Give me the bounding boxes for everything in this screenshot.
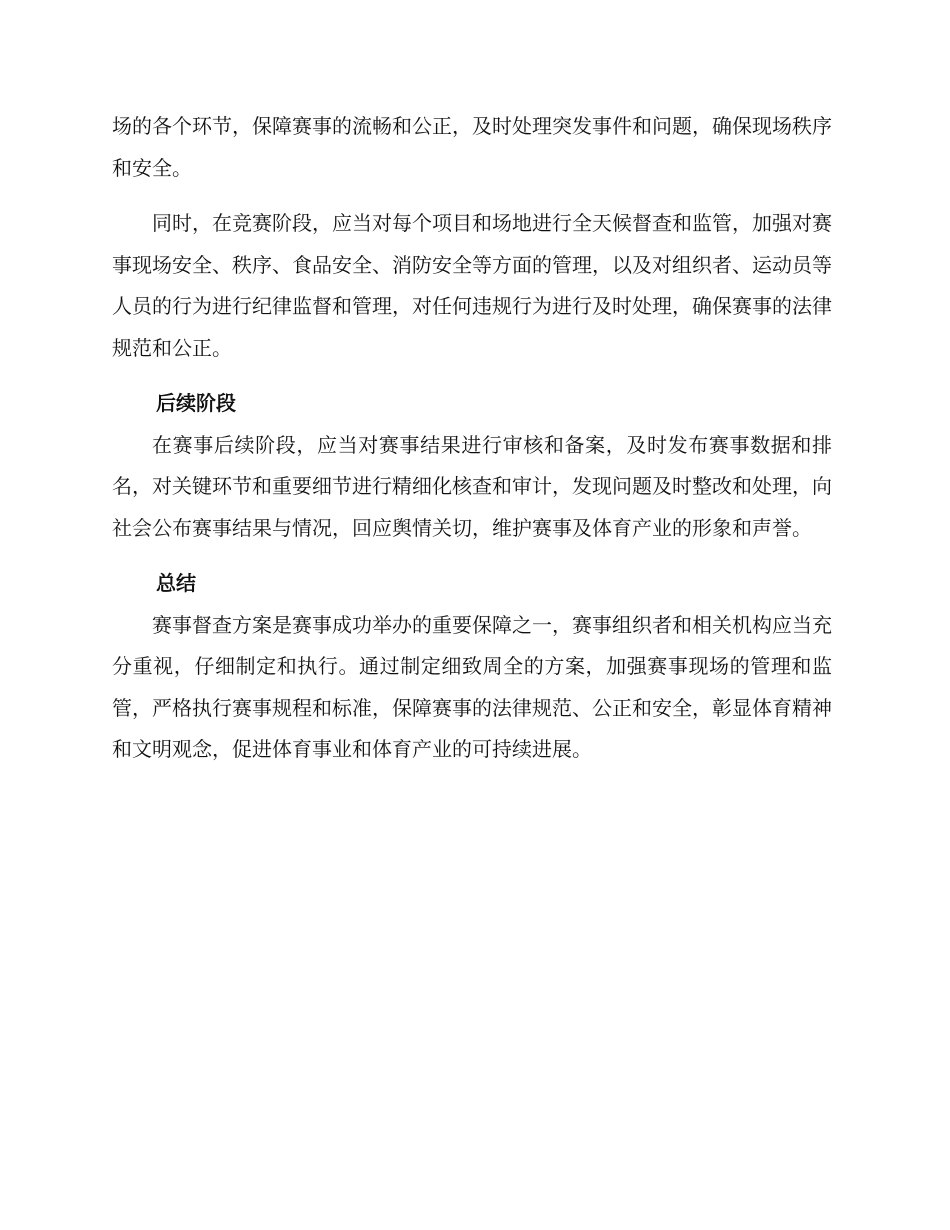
paragraph-continued: 场的各个环节，保障赛事的流畅和公正，及时处理突发事件和问题，确保现场秩序和安全。 (112, 114, 832, 180)
paragraph-summary: 赛事督查方案是赛事成功举办的重要保障之一，赛事组织者和相关机构应当充分重视，仔细制定和执行。通过制定细致周全的方案，加强赛事现场的管理和监管，严格执行赛事规程和标准，保障赛事的法律规范、公正和安全，彰显体育精神和文明观念，促进体育事业和体育产业的可持续进展。 (112, 612, 832, 761)
document-page (112, 106, 832, 771)
heading-summary: 总结 (156, 571, 196, 595)
heading-followup-stage: 后续阶段 (156, 391, 236, 415)
paragraph-competition-supervision: 同时，在竞赛阶段，应当对每个项目和场地进行全天候督查和监管，加强对赛事现场安全、秩序、食品安全、消防安全等方面的管理，以及对组织者、运动员等人员的行为进行纪律监督和管理，对任何违规行为进行及时处理，确保赛事的法律规范和公正。 (112, 211, 832, 360)
paragraph-followup-stage: 在赛事后续阶段，应当对赛事结果进行审核和备案，及时发布赛事数据和排名，对关键环节和重要细节进行精细化核查和审计，发现问题及时整改和处理，向社会公布赛事结果与情况，回应舆情关切，维护赛事及体育产业的形象和声誉。 (112, 432, 832, 540)
